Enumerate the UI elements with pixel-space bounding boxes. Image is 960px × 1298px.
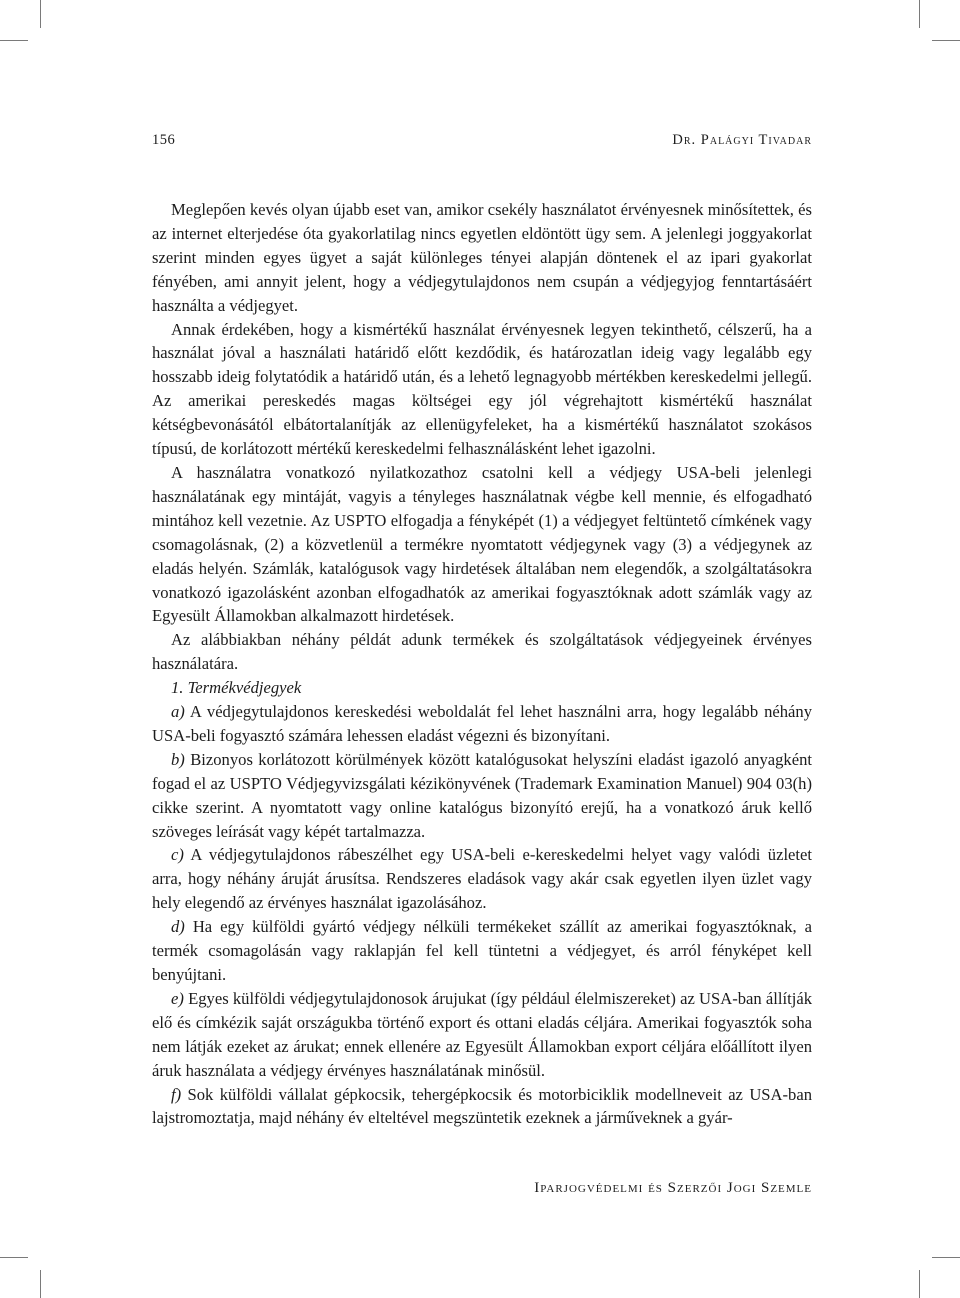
header-author: Dr. Palágyi Tivadar xyxy=(672,132,812,148)
section-heading: 1. Termékvédjegyek xyxy=(171,678,302,698)
list-item xyxy=(152,748,812,844)
item-label: e) xyxy=(171,988,184,1008)
crop-mark xyxy=(919,1270,920,1298)
article-body xyxy=(152,198,812,1130)
crop-mark xyxy=(40,0,41,28)
item-label: f) xyxy=(171,1084,182,1104)
item-text: Sok külföldi vállalat gépkocsik, tehergépkocsik és motorbiciklik modellneveit az USA-ban lajstromoztatja, majd néhány év elteltével megszüntetik ezeknek a járműveknek a gyár- xyxy=(152,1084,812,1128)
paragraph: Annak érdekében, hogy a kismértékű használat érvényesnek legyen tekinthető, célszerű, ha a használat jóval a használati határidő előtt kezdődik, és határozatlan ideig vagy legalább egy hosszabb ideig folytatódik a határidő után, és a lehető legnagyobb mértékben kereskedelmi jellegű. Az amerikai pereskedés magas költségei egy jól végrehajtott kismértékű használat kétségbevonásától elbátortalanítják az ellenügyfeleket, ha a kismértékű használatot szokásos típusú, de korlátozott mértékű kereskedelmi felhasználásként lehet igazolni. xyxy=(152,319,812,459)
item-text: A védjegytulajdonos kereskedési weboldalát fel lehet használni arra, hogy legalább néhány USA-beli fogyasztó számára lehessen eladást végezni és bizonyítani. xyxy=(152,702,813,745)
running-head xyxy=(152,132,812,152)
item-label: c) xyxy=(171,845,184,865)
item-label: d) xyxy=(171,917,185,937)
item-label: b) xyxy=(171,749,185,769)
item-label: a) xyxy=(171,702,185,722)
crop-mark xyxy=(919,0,920,28)
list-item xyxy=(152,987,812,1083)
item-text: Ha egy külföldi gyártó védjegy nélküli termékeket szállít az amerikai fogyasztóknak, a termék csomagolásán vagy raklapján fel kell tüntetni a védjegyet, és arról fényképet kell benyújtani. xyxy=(152,917,812,984)
item-text: Bizonyos korlátozott körülmények között katalógusokat helyszíni eladást igazoló anyagként fogad el az USPTO Védjegyvizsgálati kézikönyvének (Trademark Examination Manuel) 904 03(h) cikke szerint. A nyomtatott vagy online katalógus bizonyító erejű, ha a vonatkozó áruk kellő szöveges leírását vagy képét tartalmazza. xyxy=(152,749,813,841)
page-number: 156 xyxy=(152,132,176,148)
paragraph: A használatra vonatkozó nyilatkozathoz csatolni kell a védjegy USA-beli jelenlegi használatának egy mintáját, vagyis a tényleges használatnak végbe kell mennie, és elfogadható mintához kell vezetnie. Az USPTO elfogadja a fényképét (1) a védjegyet feltüntető címkének vagy csomagolásnak, (2) a közvetlenül a termékre nyomtatott védjegynek vagy (3) a védjegynek az eladás helyén. Számlák, katalógusok vagy hirdetések általában nem elegendők, a szolgáltatásokra vonatkozó igazolásként azonban elfogadhatók az amerikai fogyasztóknak adott számlák vagy az Egyesült Államokban alkalmazott hirdetések. xyxy=(152,462,812,626)
list-item xyxy=(152,843,812,915)
crop-mark xyxy=(40,1270,41,1298)
list-item xyxy=(152,1083,812,1131)
crop-mark xyxy=(0,40,28,41)
item-text: A védjegytulajdonos rábeszélhet egy USA-beli e-kereskedelmi helyet vagy valódi üzletet arra, hogy néhány áruját árusítsa. Rendszeres eladások vagy akár csak egyetlen ilyen üzlet vagy hely elegendő az érvényes használat igazolásához. xyxy=(152,845,813,913)
paragraph: Az alábbiakban néhány példát adunk termékek és szolgáltatások védjegyeinek érvényes használatára. xyxy=(152,630,812,674)
crop-mark xyxy=(0,1257,28,1258)
list-item xyxy=(152,915,812,987)
journal-footer: Iparjogvédelmi és Szerzői Jogi Szemle xyxy=(534,1180,812,1196)
paragraph: Meglepően kevés olyan újabb eset van, amikor csekély használatot érvényesnek minősítettek, és az internet elterjedése óta gyakorlatilag nincs egyetlen eldöntött ügy sem. A jelenlegi joggyakorlat szerint minden egyes ügyet a saját különleges tényei alapján döntenek el az ipari gyakorlat fényében, ami annyit jelent, hogy a védjegytulajdonos nem csupán a védjegyjog fenntartásáért használta a védjegyet. xyxy=(152,200,812,315)
list-item xyxy=(152,700,812,748)
crop-mark xyxy=(932,1257,960,1258)
crop-mark xyxy=(932,40,960,41)
item-text: Egyes külföldi védjegytulajdonosok árujukat (így például élelmiszereket) az USA-ban állítják elő és címkézik saját országukba történő export és ottani eladás céljára. Amerikai fogyasztók soha nem látják ezeket az árukat; ennek ellenére az Egyesült Államokban export céljára előállított ilyen áruk használata a védjegy érvényes használatának minősül. xyxy=(152,988,812,1080)
